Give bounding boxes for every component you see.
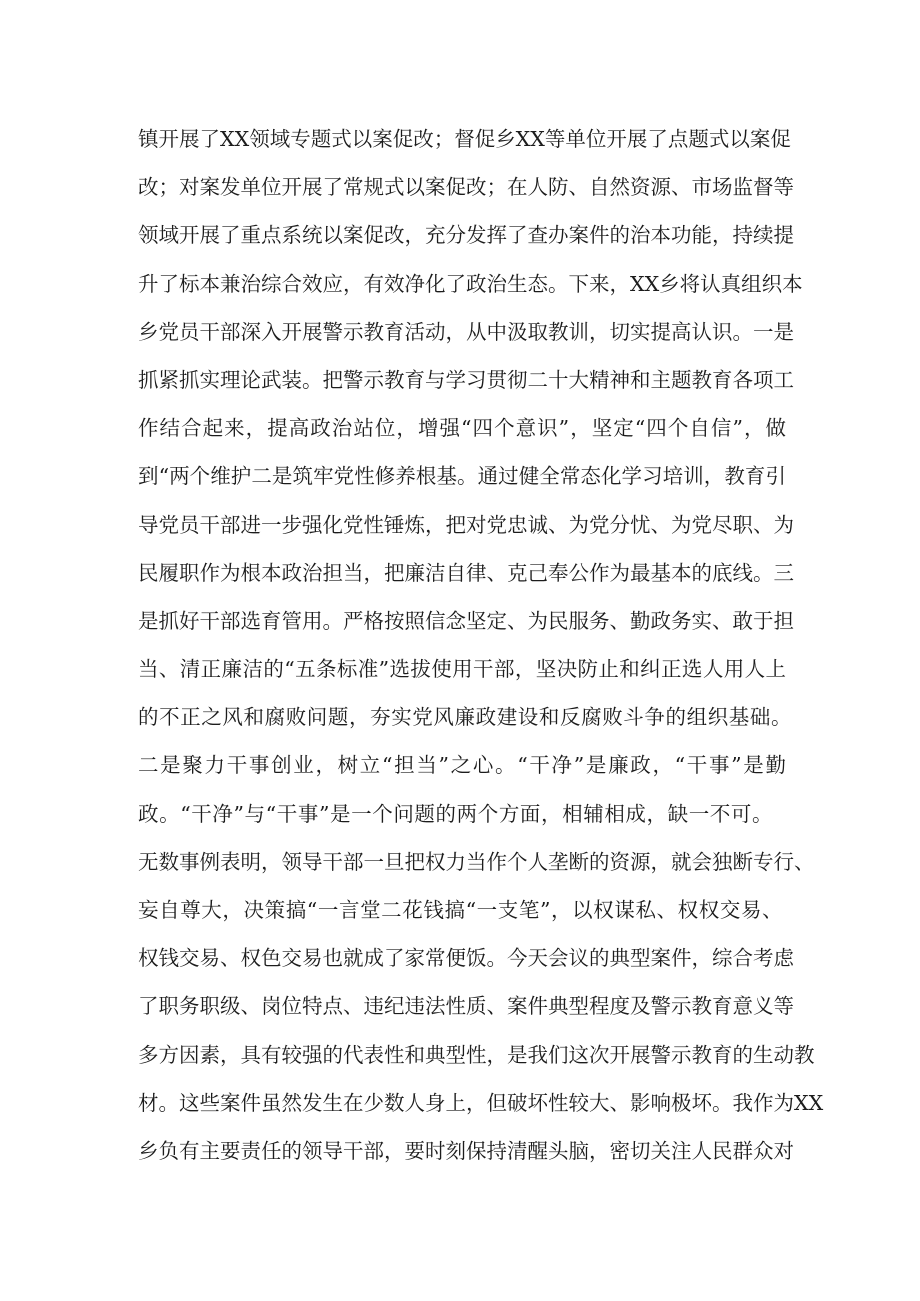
text-line: 权钱交易、权色交易也就成了家常便饭。今天会议的典型案件，综合考虑: [138, 946, 794, 971]
text-line: 是抓好干部选育管用。严格按照信念坚定、为民服务、勤政务实、敢于担: [138, 608, 794, 633]
text-line: 当、清正廉洁的“五条标准”选拔使用干部，坚决防止和纠正选人用人上: [138, 657, 786, 682]
text-line: 导党员干部进一步强化党性锤炼，把对党忠诚、为党分忧、为党尽职、为: [138, 512, 794, 537]
text-line: 作结合起来，提高政治站位，增强“四个意识”，坚定“四个自信”，做: [138, 416, 786, 441]
text-line: 领域开展了重点系统以案促改，充分发挥了查办案件的治本功能，持续提: [138, 223, 794, 248]
text-line: 民履职作为根本政治担当，把廉洁自律、克己奉公作为最基本的底线。三: [138, 560, 794, 585]
text-line: 多方因素，具有较强的代表性和典型性，是我们这次开展警示教育的生动教: [138, 1042, 815, 1067]
text-line: 乡党员干部深入开展警示教育活动，从中汲取教训，切实提高认识。一是: [138, 319, 794, 344]
text-line: 妄自尊大，决策搞“一言堂二花钱搞“一支笔”，以权谋私、权权交易、: [138, 898, 784, 922]
text-line: 抓紧抓实理论武装。把警示教育与学习贯彻二十大精神和主题教育各项工: [138, 367, 794, 392]
text-line: 改；对案发单位开展了常规式以案促改；在人防、自然资源、市场监督等: [138, 175, 794, 200]
text-line: 材。这些案件虽然发生在少数人身上，但破坏性较大、影响极坏。我作为XX: [138, 1090, 824, 1115]
body-text: [138, 115, 824, 1175]
text-line: 了职务职级、岗位特点、违纪违法性质、案件典型程度及警示教育意义等: [138, 994, 794, 1019]
text-line: 升了标本兼治综合效应，有效净化了政治生态。下来，XX乡将认真组织本: [138, 271, 803, 296]
text-line: 无数事例表明，领导干部一旦把权力当作个人垄断的资源，就会独断专行、: [138, 849, 815, 874]
text-line: 镇开展了XX领域专题式以案促改；督促乡XX等单位开展了点题式以案促: [138, 127, 791, 151]
text-line: 的不正之风和腐败问题，夯实党风廉政建设和反腐败斗争的组织基础。: [138, 705, 793, 730]
text-line: 政。“干净”与“干事”是一个问题的两个方面，相辅相成，缺一不可。: [138, 801, 774, 826]
text-line: 乡负有主要责任的领导干部，要时刻保持清醒头脑，密切关注人民群众对: [138, 1138, 794, 1163]
text-line: 二是聚力干事创业，树立“担当”之心。“干净”是廉政，“干事”是勤: [138, 753, 786, 778]
text-line: 到“两个维护二是筑牢党性修养根基。通过健全常态化学习培训，教育引: [138, 464, 786, 489]
